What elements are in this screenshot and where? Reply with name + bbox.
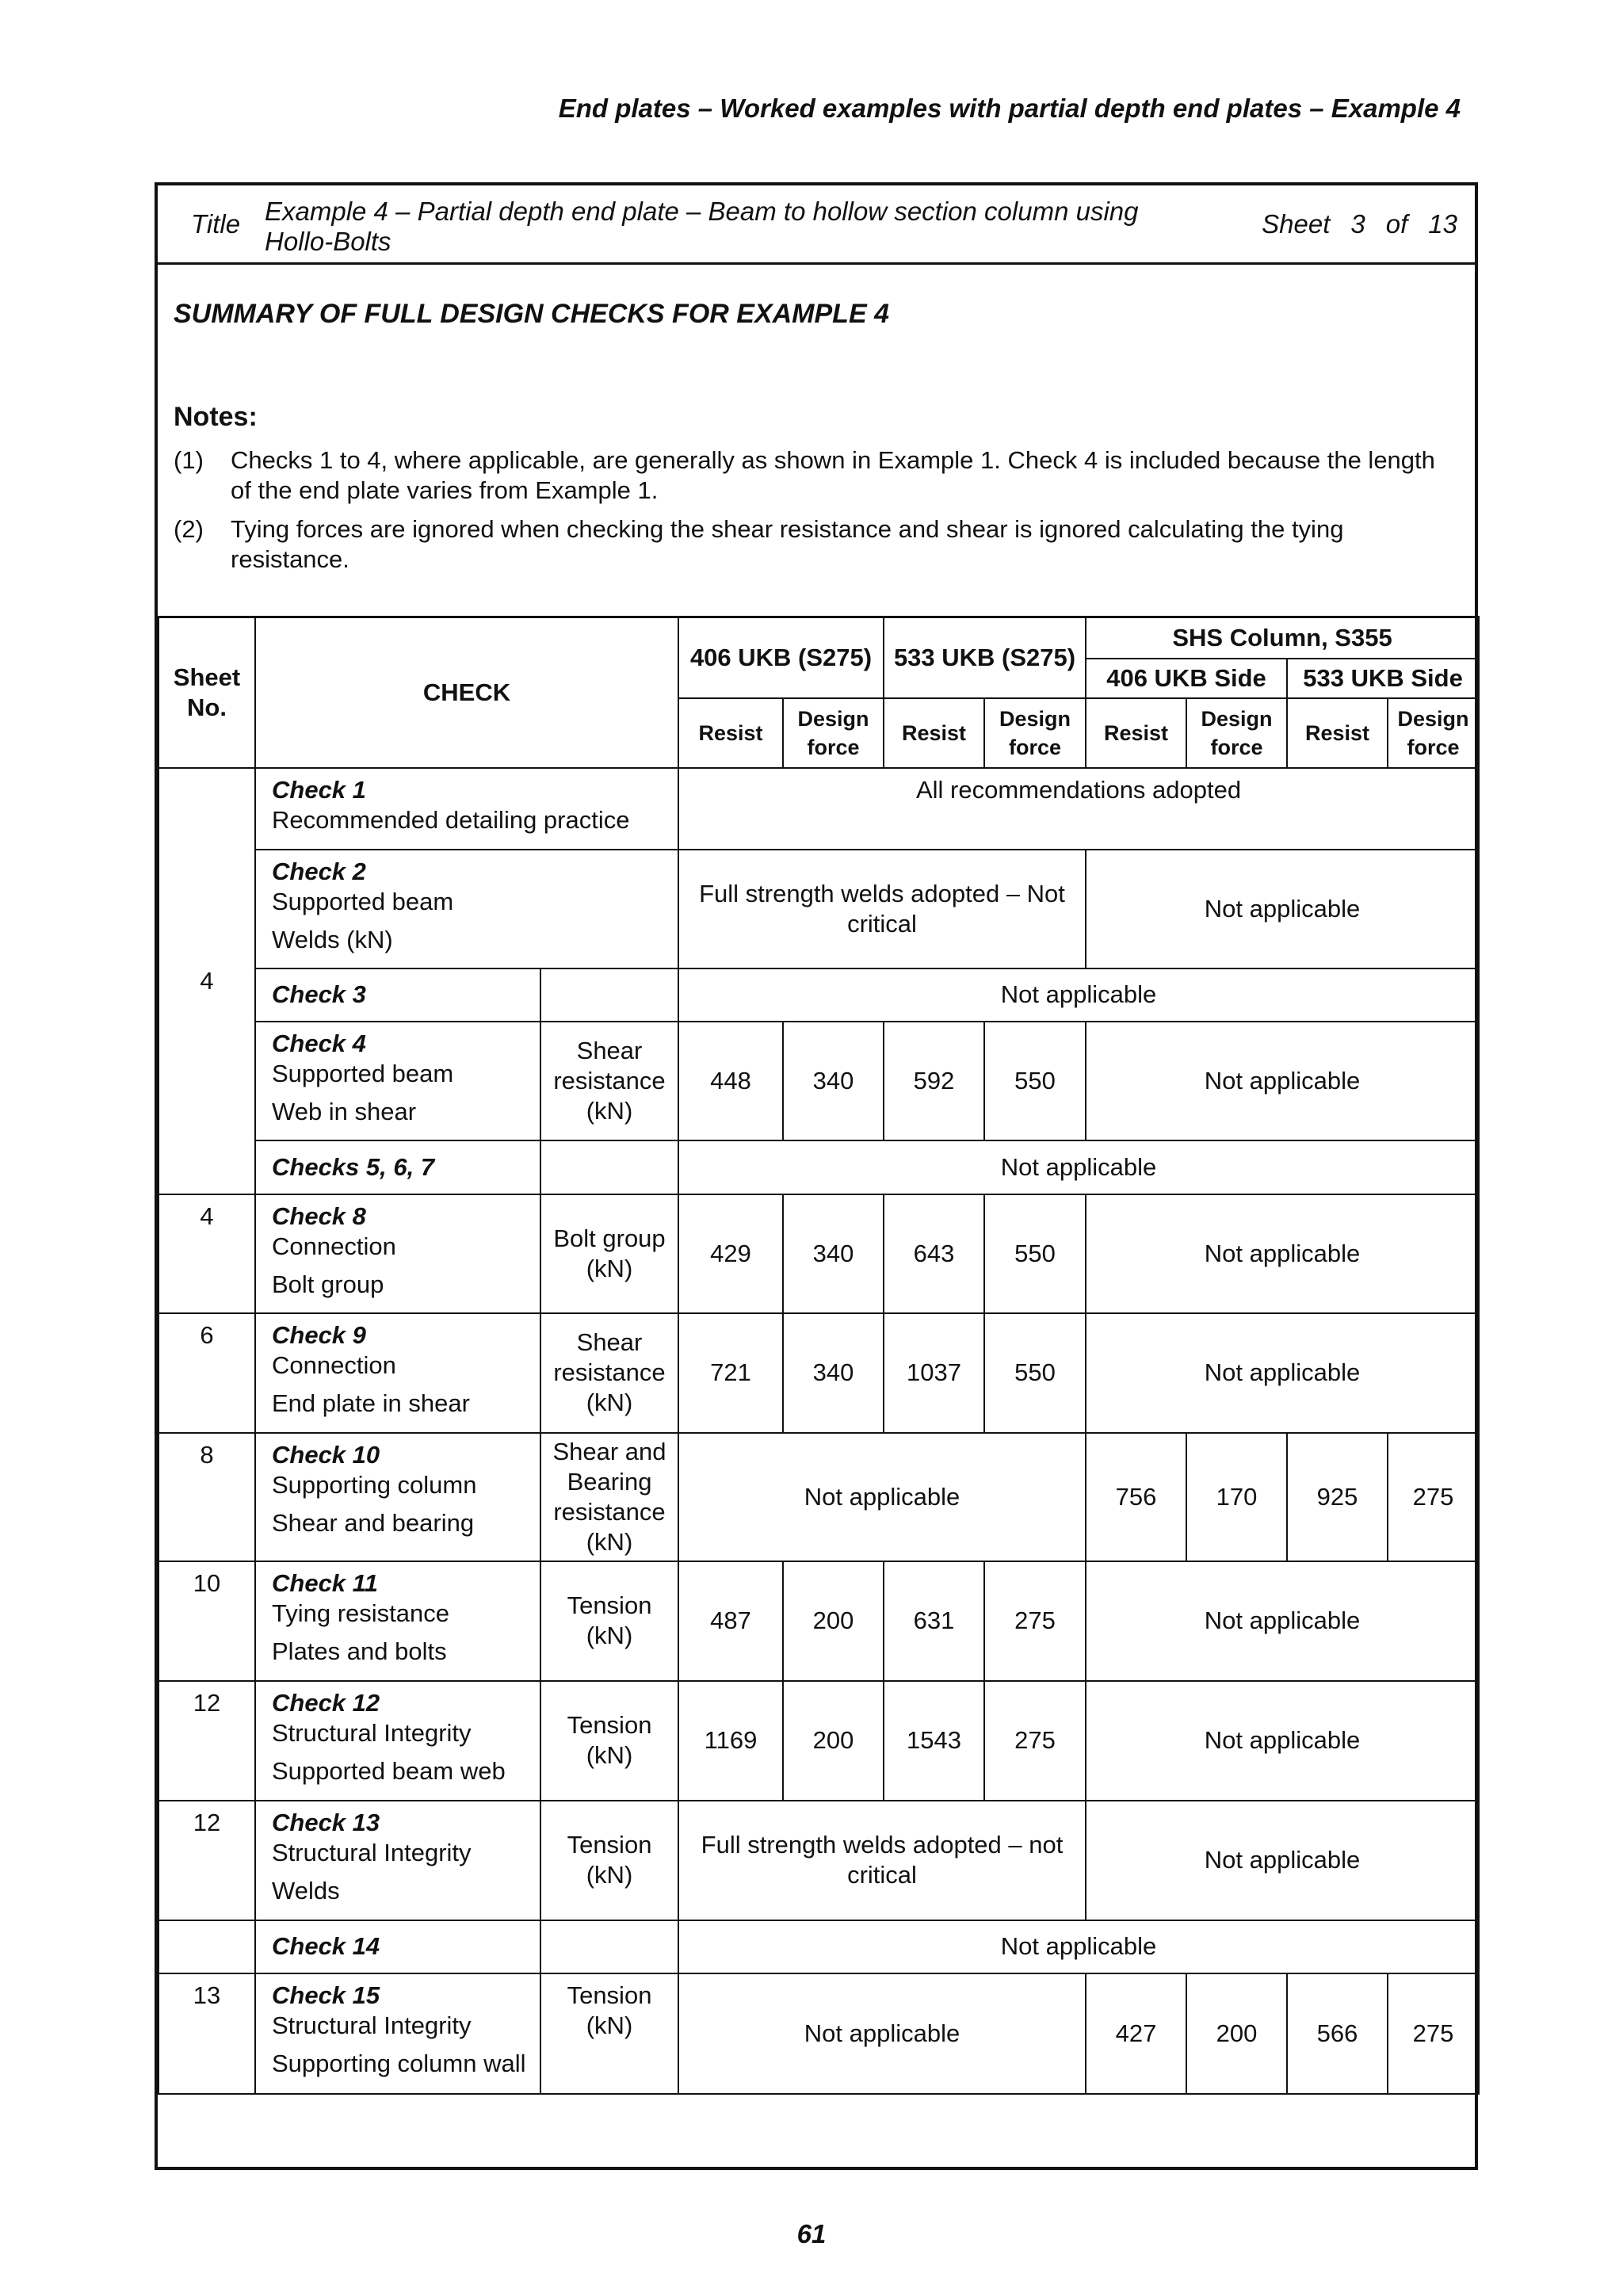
note-number: (2) xyxy=(174,515,204,543)
status-cell: Not applicable xyxy=(1086,1194,1479,1313)
status-cell: Full strength welds adopted – not critical xyxy=(678,1801,1086,1920)
table-row xyxy=(158,1140,1479,1194)
sheet-cell: 4 xyxy=(158,768,255,1194)
header-design-force: Design force xyxy=(783,698,884,768)
check-label: Check 13 Structural Integrity Welds xyxy=(255,1801,540,1920)
page-number: 61 xyxy=(796,2219,827,2248)
check-label: Check 12 Structural Integrity Supported beam web xyxy=(255,1681,540,1801)
check-label: Check 2 Supported beam Welds (kN) xyxy=(255,850,678,968)
value-cell: 756 xyxy=(1086,1433,1186,1561)
type-cell: Bolt group (kN) xyxy=(540,1194,678,1313)
sheet-info xyxy=(1257,209,1457,239)
value-cell: 200 xyxy=(1186,1973,1287,2094)
status-cell: Not applicable xyxy=(1086,850,1479,968)
header-sheet-no: Sheet No. xyxy=(158,617,255,768)
header-shs-column: SHS Column, S355 xyxy=(1086,617,1479,659)
table-row xyxy=(158,850,1479,968)
table-row xyxy=(158,1681,1479,1801)
status-cell: Not applicable xyxy=(678,1920,1479,1973)
header-resist: Resist xyxy=(1086,698,1186,768)
summary-heading: SUMMARY OF FULL DESIGN CHECKS FOR EXAMPLE 4 xyxy=(174,299,889,329)
sheet-cell xyxy=(158,1920,255,1973)
header-design-force: Design force xyxy=(1186,698,1287,768)
status-cell: Not applicable xyxy=(1086,1561,1479,1681)
check-label: Check 10 Supporting column Shear and bearing xyxy=(255,1433,540,1561)
table-row xyxy=(158,1433,1479,1561)
type-cell: Tension (kN) xyxy=(540,1681,678,1801)
title-label: Title xyxy=(191,209,241,239)
header-design-force: Design force xyxy=(1388,698,1479,768)
value-cell: 925 xyxy=(1287,1433,1388,1561)
note-text: Checks 1 to 4, where applicable, are generally as shown in Example 1. Check 4 is included because the length of the end plate varies from Example 1. xyxy=(231,446,1435,504)
check-label: Check 14 xyxy=(255,1920,540,1973)
value-cell: 566 xyxy=(1287,1973,1388,2094)
sheet-cell: 6 xyxy=(158,1313,255,1433)
sheet-cell: 12 xyxy=(158,1801,255,1920)
status-cell: Full strength welds adopted – Not critical xyxy=(678,850,1086,968)
value-cell: 643 xyxy=(884,1194,984,1313)
title-block xyxy=(158,185,1475,265)
sheet-cell: 8 xyxy=(158,1433,255,1561)
table-row xyxy=(158,1561,1479,1681)
check-label: Check 3 xyxy=(255,968,540,1022)
value-cell: 550 xyxy=(984,1194,1086,1313)
table-row xyxy=(158,1194,1479,1313)
header-resist: Resist xyxy=(884,698,984,768)
header-side-533: 533 UKB Side xyxy=(1287,659,1479,698)
value-cell: 592 xyxy=(884,1022,984,1140)
status-cell: Not applicable xyxy=(1086,1313,1479,1433)
note-number: (1) xyxy=(174,446,204,474)
header-side-406: 406 UKB Side xyxy=(1086,659,1287,698)
design-checks-table xyxy=(158,616,1480,2095)
value-cell: 550 xyxy=(984,1022,1086,1140)
table-row xyxy=(158,1313,1479,1433)
value-cell: 275 xyxy=(1388,1973,1479,2094)
sheet-total: 13 xyxy=(1428,209,1457,239)
header-beam-533: 533 UKB (S275) xyxy=(884,617,1086,698)
table-row xyxy=(158,1920,1479,1973)
header-resist: Resist xyxy=(678,698,783,768)
table-row xyxy=(158,1973,1479,2094)
value-cell: 275 xyxy=(1388,1433,1479,1561)
sheet-cell: 12 xyxy=(158,1681,255,1801)
type-cell: Shear and Bearing resistance (kN) xyxy=(540,1433,678,1561)
type-cell: Shear resistance (kN) xyxy=(540,1313,678,1433)
value-cell: 487 xyxy=(678,1561,783,1681)
note-text: Tying forces are ignored when checking the shear resistance and shear is ignored calculating the tying resistance. xyxy=(231,515,1344,573)
check-label: Check 11 Tying resistance Plates and bolts xyxy=(255,1561,540,1681)
value-cell: 340 xyxy=(783,1194,884,1313)
value-cell: 340 xyxy=(783,1313,884,1433)
value-cell: 631 xyxy=(884,1561,984,1681)
of-label: of xyxy=(1385,209,1408,239)
table-row xyxy=(158,768,1479,850)
status-cell: Not applicable xyxy=(678,1140,1479,1194)
sheet-number: 3 xyxy=(1350,209,1365,239)
check-label: Checks 5, 6, 7 xyxy=(255,1140,540,1194)
type-cell: Tension (kN) xyxy=(540,1801,678,1920)
type-cell: Tension (kN) xyxy=(540,1561,678,1681)
status-cell: Not applicable xyxy=(1086,1801,1479,1920)
value-cell: 275 xyxy=(984,1681,1086,1801)
table-row xyxy=(158,1801,1479,1920)
value-cell: 721 xyxy=(678,1313,783,1433)
sheet-cell: 13 xyxy=(158,1973,255,2094)
header-check: CHECK xyxy=(255,617,678,768)
value-cell: 1543 xyxy=(884,1681,984,1801)
value-cell: 550 xyxy=(984,1313,1086,1433)
status-cell: Not applicable xyxy=(678,1973,1086,2094)
title-text: Example 4 – Partial depth end plate – Beam to hollow section column using Hollo-Bolts xyxy=(265,197,1139,256)
check-label: Check 4 Supported beam Web in shear xyxy=(255,1022,540,1140)
table-row xyxy=(158,1022,1479,1140)
value-cell: 275 xyxy=(984,1561,1086,1681)
status-cell: Not applicable xyxy=(1086,1022,1479,1140)
type-cell xyxy=(540,1920,678,1973)
value-cell: 170 xyxy=(1186,1433,1287,1561)
type-cell xyxy=(540,1140,678,1194)
status-cell: Not applicable xyxy=(1086,1681,1479,1801)
calculation-sheet xyxy=(155,182,1478,2170)
value-cell: 340 xyxy=(783,1022,884,1140)
running-head: End plates – Worked examples with partial depth end plates – Example 4 xyxy=(558,94,1461,123)
value-cell: 1169 xyxy=(678,1681,783,1801)
status-cell: Not applicable xyxy=(678,1433,1086,1561)
sheet-cell: 10 xyxy=(158,1561,255,1681)
value-cell: 200 xyxy=(783,1561,884,1681)
value-cell: 429 xyxy=(678,1194,783,1313)
check-label: Check 1 Recommended detailing practice xyxy=(255,768,678,850)
header-design-force: Design force xyxy=(984,698,1086,768)
notes-heading: Notes: xyxy=(174,402,258,432)
value-cell: 1037 xyxy=(884,1313,984,1433)
sheet-cell: 4 xyxy=(158,1194,255,1313)
value-cell: 448 xyxy=(678,1022,783,1140)
header-resist: Resist xyxy=(1287,698,1388,768)
status-cell: Not applicable xyxy=(678,968,1479,1022)
type-cell: Tension (kN) xyxy=(540,1973,678,2094)
check-label: Check 8 Connection Bolt group xyxy=(255,1194,540,1313)
status-cell: All recommendations adopted xyxy=(678,768,1479,850)
sheet-label: Sheet xyxy=(1262,209,1331,239)
table-row xyxy=(158,968,1479,1022)
value-cell: 427 xyxy=(1086,1973,1186,2094)
check-label: Check 15 Structural Integrity Supporting column wall xyxy=(255,1973,540,2094)
check-label: Check 9 Connection End plate in shear xyxy=(255,1313,540,1433)
type-cell xyxy=(540,968,678,1022)
header-beam-406: 406 UKB (S275) xyxy=(678,617,884,698)
type-cell: Shear resistance (kN) xyxy=(540,1022,678,1140)
value-cell: 200 xyxy=(783,1681,884,1801)
